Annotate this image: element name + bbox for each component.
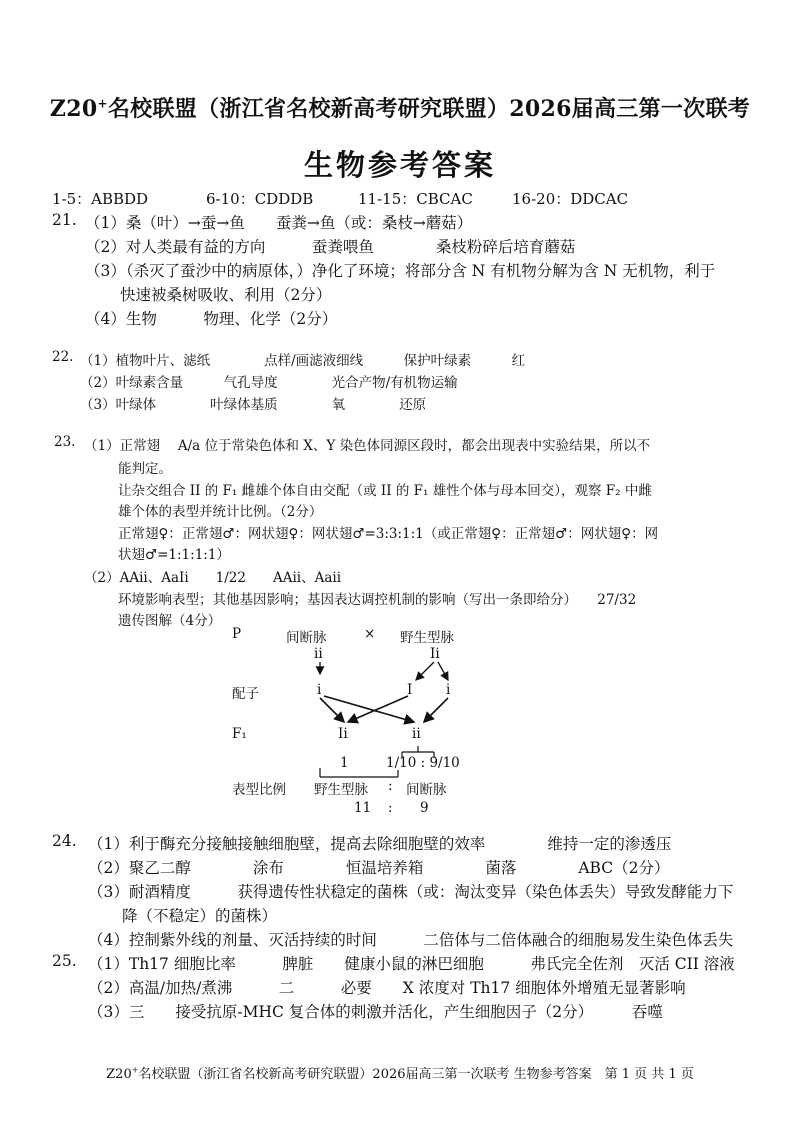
q22-line-1: （1）植物叶片、滤纸 点样/画滤液细线 保护叶绿素 红 (80, 353, 526, 369)
mc-group-3: 11-15：CBCAC (358, 190, 473, 208)
q25-line-3: （3）三 接受抗原-MHC 复合体的刺激并活化，产生细胞因子（2分） 吞噬 (88, 1003, 663, 1021)
diagram-parent-1: 间断脉 (286, 630, 327, 646)
q24-line-1: （1）利于酶充分接触接触细胞壁，提高去除细胞壁的效率 维持一定的渗透压 (88, 835, 672, 853)
q23-number: 23. (54, 434, 76, 450)
diagram-cross: × (364, 626, 376, 642)
diagram-pheno-label: 表型比例 (232, 782, 286, 798)
diagram-ratio-2: 1/10 : 9/10 (386, 755, 460, 771)
title-rest: 名校联盟（浙江省名校新高考研究联盟）2026届高三第一次联考 (107, 96, 751, 122)
diagram-gamete-b: I (407, 682, 413, 698)
diagram-pheno-colon: : (388, 778, 393, 794)
diagram-ratio-1: 1 (340, 755, 349, 771)
q21-line-2: （2）对人类最有益的方向 蚕粪喂鱼 桑枝粉碎后培育蘑菇 (85, 238, 576, 256)
diagram-f1-a: Ii (338, 726, 348, 742)
q23-line-3: 正常翅♀：正常翅♂：网状翅♀：网状翅♂=3:3:1:1（或正常翅♀：正常翅♂：网状翅♀：网 (118, 526, 659, 542)
q25-line-1: （1）Th17 细胞比率 脾脏 健康小鼠的淋巴细胞 弗氏完全佐剂 灭活 CII 溶液 (88, 955, 735, 973)
q23-line-6: 遗传图解（4分） (118, 613, 222, 629)
q22-line-2: （2）叶绿素含量 气孔导度 光合产物/有机物运输 (80, 375, 458, 391)
page-title (0, 92, 800, 123)
diagram-genotype-1: ii (314, 646, 323, 662)
q24-number: 24. (52, 832, 77, 850)
title-prefix: Z20 (49, 96, 98, 122)
q23-line-1b: 能判定。 (118, 461, 172, 477)
q24-line-3: （3）耐酒精度 获得遗传性状稳定的菌株（或：淘汰变异（染色体丢失）导致发酵能力下 (88, 883, 734, 901)
diagram-gamete-a: i (317, 682, 322, 698)
diagram-f1-label: F₁ (232, 726, 247, 742)
diagram-genotype-2: Ii (430, 646, 440, 662)
footer-text: 名校联盟（浙江省名校新高考研究联盟）2026届高三第一次联考 生物参考答案 第 1 页 共 1 页 (138, 1067, 694, 1082)
mc-group-4: 16-20：DDCAC (512, 190, 629, 208)
diagram-f1-b: ii (412, 726, 421, 742)
page-footer (0, 1063, 800, 1082)
diagram-count-colon: : (388, 800, 393, 816)
diagram-parent-2: 野生型脉 (400, 630, 454, 646)
footer-sup: + (131, 1065, 139, 1075)
diagram-pheno-2: 间断脉 (406, 782, 447, 798)
q23-line-4: （2）AAii、AaIi 1/22 AAii、Aaii (84, 570, 342, 586)
page-subtitle: 生物参考答案 (303, 148, 496, 182)
q25-number: 25. (52, 952, 77, 970)
q21-line-3: （3）（杀灭了蚕沙中的病原体，）净化了环境；将部分含 N 有机物分解为含 N 无机物，利于 (85, 262, 716, 280)
q21-line-4: （4）生物 物理、化学（2分） (85, 310, 338, 328)
mc-group-2: 6-10：CDDDB (206, 190, 314, 208)
q23-line-2b: 雄个体的表型并统计比例。（2分） (118, 504, 323, 520)
q24-line-4: （4）控制紫外线的剂量、灭活持续的时间 二倍体与二倍体融合的细胞易发生染色体丢失 (88, 931, 734, 949)
q25-line-2: （2）高温/加热/煮沸 二 必要 X 浓度对 Th17 细胞体外增殖无显著影响 (88, 979, 686, 997)
q23-line-5: 环境影响表型；其他基因影响；基因表达调控机制的影响（写出一条即给分） 27/32 (118, 592, 637, 608)
diagram-gamete-label: 配子 (232, 686, 259, 702)
q21-number: 21. (52, 211, 77, 229)
diagram-pheno-1: 野生型脉 (314, 782, 368, 798)
q21-line-3b: 快速被桑树吸收、利用（2分） (120, 286, 332, 304)
q24-line-2: （2）聚乙二醇 涂布 恒温培养箱 菌落 ABC（2分） (88, 859, 670, 877)
q23-line-1: （1）正常翅 A/a 位于常染色体和 X、Y 染色体同源区段时，都会出现表中实验结果，所以不 (84, 438, 651, 454)
diagram-count-2: 9 (420, 800, 429, 816)
q23-line-2: 让杂交组合 II 的 F₁ 雌雄个体自由交配（或 II 的 F₁ 雄性个体与母本回交），观察 F₂ 中雌 (118, 483, 652, 499)
mc-group-1: 1-5：ABBDD (52, 190, 149, 208)
genetic-diagram (228, 618, 488, 818)
q24-line-3b: 降（不稳定）的菌株） (122, 907, 278, 925)
title-sup: + (97, 96, 108, 111)
q21-line-1: （1）桑（叶）→蚕→鱼 蚕粪→鱼（或：桑枝→蘑菇） (85, 214, 473, 232)
diagram-count-1: 11 (354, 800, 372, 816)
diagram-gamete-c: i (446, 682, 451, 698)
q22-number: 22. (52, 349, 74, 365)
q22-line-3: （3）叶绿体 叶绿体基质 氧 还原 (80, 397, 427, 413)
footer-prefix: Z20 (106, 1067, 132, 1082)
q23-line-3b: 状翅♂=1:1:1:1） (118, 547, 230, 563)
diagram-p-label: P (232, 626, 242, 642)
